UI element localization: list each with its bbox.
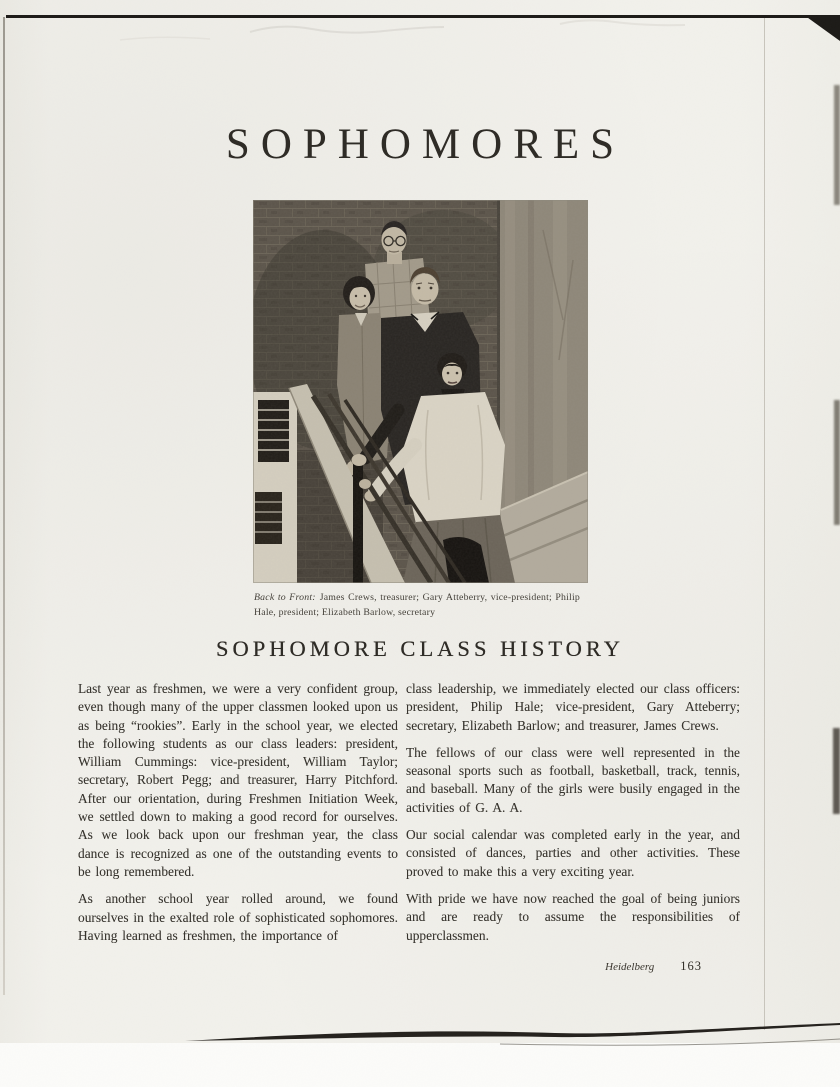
class-officers-photo <box>253 200 588 583</box>
faint-pencil-marks <box>0 0 840 60</box>
page-footer <box>0 957 702 975</box>
photo-caption-lead: Back to Front: <box>254 592 316 603</box>
page-top-edge <box>6 15 840 18</box>
scan-smudge <box>834 400 840 525</box>
page-margin-line <box>764 18 765 1030</box>
paragraph: As another school year rolled around, we found ourselves in the exalted role of sophisticated sophomores. Having learned as freshmen, the importance of <box>78 891 398 943</box>
page-number: 163 <box>680 959 702 973</box>
paragraph: The fellows of our class were well represented in the seasonal sports such as football, basketball, track, tennis, and baseball. Many of the girls were busily engaged in the activities of G. A. A. <box>406 744 740 815</box>
right-column <box>406 680 740 954</box>
page-title: SOPHOMORES <box>225 121 626 168</box>
photo-caption <box>254 590 580 620</box>
book-title: Heidelberg <box>605 961 655 973</box>
section-heading: SOPHOMORE CLASS HISTORY <box>216 636 624 661</box>
photo-caption-text: James Crews, treasurer; Gary Atteberry, vice-president; Philip Hale, president; Elizabeth Barlow, secretary <box>254 592 580 618</box>
scan-corner-shadow <box>804 15 840 41</box>
history-text <box>78 680 740 954</box>
paragraph: Last year as freshmen, we were a very confident group, even though many of the upper classmen looked upon us as being “rookies”. Early in the school year, we elected the following students as our class leaders: president, William Cummings: vice-president, William Taylor; secretary, Robert Pegg; and treasurer, Harry Pitchford. After our orientation, during Freshmen Initiation Week, we settled down to making a good record for ourselves. As we look back upon our freshman year, the class dance is recognized as one of the outstanding events to be long remembered. <box>78 681 398 879</box>
paragraph: Our social calendar was completed early in the year, and consisted of dances, parties and other activities. These proved to make this a very exciting year. <box>406 827 740 879</box>
scan-smudge <box>833 728 840 814</box>
paragraph: With pride we have now reached the goal of being juniors and are ready to assume the responsibilities of upperclassmen. <box>406 890 740 943</box>
left-column <box>78 680 398 954</box>
paragraph: class leadership, we immediately elected our class officers: president, Philip Hale; vice-president, Gary Atteberry; secretary, Elizabeth Barlow; and treasurer, James Crews. <box>406 681 740 733</box>
scan-bottom-margin <box>0 1043 840 1087</box>
